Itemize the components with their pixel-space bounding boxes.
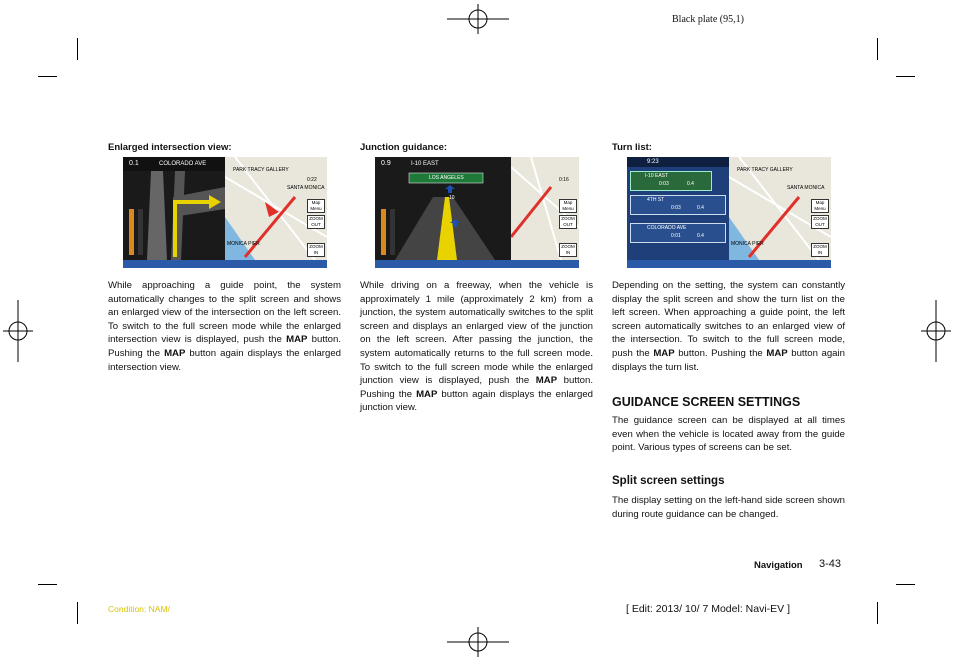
screenshot-enlarged-intersection (123, 157, 327, 268)
zoom-in-button: ZOOM IN (307, 243, 325, 257)
turn-list-panel (627, 157, 729, 260)
condition-note: Condition: NAM/ (108, 604, 170, 614)
crop-mark (877, 602, 878, 624)
junction-sign: LOS ANGELES (429, 175, 464, 181)
status-bar (123, 260, 327, 268)
eta-label: 0:22 (307, 177, 317, 183)
registration-mark-right (921, 300, 951, 362)
zoom-in-button: ZOOM IN (559, 243, 577, 257)
distance-readout: 0.1 (129, 160, 139, 167)
junction-view (375, 157, 511, 260)
street-label: I-10 EAST (411, 161, 439, 167)
paragraph-enlarged-intersection: While approaching a guide point, the system automatically changes to the split screen and shows an enlarged view of the intersection on the left screen. To switch to the full screen mode while the enlarged intersection view is displayed, push the MAP button. Pushing the MAP button again displays the enlarged intersection view. (108, 280, 342, 373)
subsection-title: Split screen settings (612, 475, 725, 487)
poi-label: SANTA MONICA (787, 185, 825, 191)
registration-mark-left (3, 300, 33, 362)
registration-mark-bottom (447, 627, 509, 657)
crop-mark (896, 584, 915, 585)
zoom-in-button: ZOOM IN (811, 243, 829, 257)
footer-section: Navigation (754, 560, 803, 571)
crop-mark (877, 38, 878, 60)
paragraph-turn-list: Depending on the setting, the system can constantly display the split screen and show the turn list on the left screen. When approaching a guide point, the left screen automatically switches to an enlarged view of the intersection. To switch to the full screen mode, push the MAP button. Pushing the MAP button again displays the turn list. (612, 280, 845, 373)
screenshot-turn-list (627, 157, 831, 268)
poi-label: SANTA MONICA (287, 185, 325, 191)
map-menu-button: Map Menu (559, 199, 577, 213)
distance-readout: 0.9 (381, 160, 391, 167)
poi-label: MONICA PIER (227, 241, 260, 247)
crop-mark (896, 76, 915, 77)
heading-junction-guidance: Junction guidance: (360, 142, 448, 153)
turn-list-item: COLORADO AVE 0:01 0.4 (630, 223, 726, 243)
zoom-out-button: ZOOM OUT (307, 215, 325, 229)
plate-label: Black plate (95,1) (672, 14, 744, 25)
street-label: COLORADO AVE (159, 161, 207, 167)
zoom-out-button: ZOOM OUT (559, 215, 577, 229)
intersection-view (123, 157, 225, 260)
map-panel (511, 157, 579, 268)
heading-turn-list: Turn list: (612, 142, 652, 153)
registration-mark-top (447, 4, 509, 34)
map-panel (225, 157, 327, 268)
screenshot-junction-guidance (375, 157, 579, 268)
status-bar (375, 260, 579, 268)
clock: 9:23 (647, 159, 659, 165)
paragraph-junction-guidance: While driving on a freeway, when the vehicle is approximately 1 mile (approximately 2 km) from a junction, the system automatically switches to the split screen and displays an enlarged view of the junction on the left screen. After passing the junction, the system automatically returns to the full screen mode. To switch to the full screen mode while the enlarged junction view is displayed, push the MAP button. Pushing the MAP button again displays the enlarged junction view. (360, 280, 593, 414)
poi-label: PARK TRACY GALLERY (233, 167, 289, 173)
interstate-shield: 10 (449, 195, 455, 201)
zoom-out-button: ZOOM OUT (811, 215, 829, 229)
map-menu-button: Map Menu (307, 199, 325, 213)
turn-list-item: 4TH ST 0:03 0.4 (630, 195, 726, 215)
heading-enlarged-intersection: Enlarged intersection view: (108, 142, 232, 153)
eta-label: 0:16 (559, 177, 569, 183)
crop-mark (38, 584, 57, 585)
poi-label: PARK TRACY GALLERY (737, 167, 793, 173)
section-title: GUIDANCE SCREEN SETTINGS (612, 395, 801, 409)
subsection-paragraph: The display setting on the left-hand side screen shown during route guidance can be changed. (612, 495, 845, 520)
section-paragraph: The guidance screen can be displayed at all times even when the vehicle is located away from the guide point. Various types of screens can be set. (612, 415, 845, 454)
page-number: 3-43 (819, 558, 842, 570)
map-panel (729, 157, 831, 268)
status-bar (627, 260, 831, 268)
map-menu-button: Map Menu (811, 199, 829, 213)
poi-label: MONICA PIER (731, 241, 764, 247)
turn-list-item: I-10 EAST 0:03 0.4 (630, 171, 712, 191)
edit-info: [ Edit: 2013/ 10/ 7 Model: Navi-EV ] (626, 603, 791, 615)
crop-mark (77, 602, 78, 624)
crop-mark (38, 76, 57, 77)
crop-mark (77, 38, 78, 60)
